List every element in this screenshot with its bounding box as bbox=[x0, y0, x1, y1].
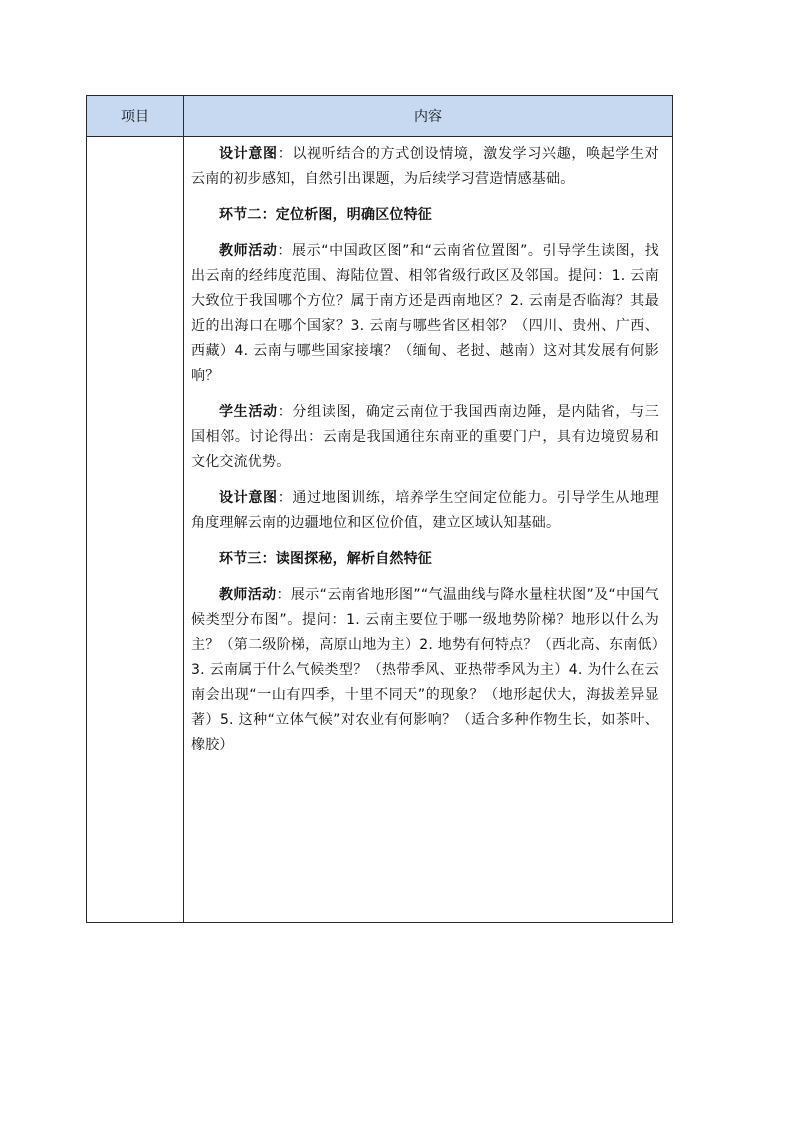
table-row bbox=[87, 137, 673, 923]
header-item: 项目 bbox=[87, 96, 184, 137]
paragraph-label: 设计意图 bbox=[219, 490, 278, 506]
paragraph-sep: ： bbox=[277, 146, 293, 162]
lesson-plan-table bbox=[86, 95, 673, 923]
paragraph-text: 展示“云南省地形图”“气温曲线与降水量柱状图”及“中国气候类型分布图”。提问：1. 云南主要位于哪一级地势阶梯？地形以什么为主？（第二级阶梯，高原山地为主）2. 地势有何特点？（西北高、东南低）3. 云南属于什么气候类型？（热带季风、亚热带季风为主）4. 为什么在云南会出现“一山有四季，十里不同天”的现象？（地形起伏大，海拔差异显著）5. 这种“立体气候”对农业有何影响？（适合多种作物生长，如茶叶、橡胶） bbox=[191, 587, 659, 753]
section-heading-3: 环节三：读图探秘，解析自然特征 bbox=[219, 551, 432, 567]
paragraph-label: 学生活动 bbox=[219, 404, 278, 420]
paragraph-label: 设计意图 bbox=[219, 146, 278, 162]
paragraph-text: 以视听结合的方式创设情境，激发学习兴趣，唤起学生对云南的初步感知，自然引出课题，为后续学习营造情感基础。 bbox=[191, 146, 659, 187]
paragraph-teacher-activity-2 bbox=[191, 239, 659, 389]
paragraph-label: 教师活动 bbox=[219, 243, 278, 259]
section-heading-2: 环节二：定位析图，明确区位特征 bbox=[219, 207, 432, 223]
paragraph-text: 分组读图，确定云南位于我国西南边陲，是内陆省，与三国相邻。讨论得出：云南是我国通往东南亚的重要门户，具有边境贸易和文化交流优势。 bbox=[191, 404, 659, 470]
header-content: 内容 bbox=[184, 96, 673, 137]
paragraph-student-activity-2 bbox=[191, 400, 659, 475]
paragraph-text: 展示“中国政区图”和“云南省位置图”。引导学生读图，找出云南的经纬度范围、海陆位置、相邻省级行政区及邻国。提问：1. 云南大致位于我国哪个方位？属于南方还是西南地区？2. 云南是否临海？其最近的出海口在哪个国家？3. 云南与哪些省区相邻？（四川、贵州、广西、西藏）4. 云南与哪些国家接壤？（缅甸、老挝、越南）这对其发展有何影响？ bbox=[191, 243, 659, 384]
paragraph-sep: ： bbox=[276, 587, 291, 603]
paragraph-sep: ： bbox=[277, 404, 293, 420]
table-header-row bbox=[87, 96, 673, 137]
paragraph-design-intent-1 bbox=[191, 142, 659, 192]
paragraph-text: 通过地图训练，培养学生空间定位能力。引导学生从地理角度理解云南的边疆地位和区位价值，建立区域认知基础。 bbox=[191, 490, 659, 531]
content-cell bbox=[184, 137, 673, 923]
paragraph-label: 教师活动 bbox=[219, 587, 277, 603]
paragraph-teacher-activity-3 bbox=[191, 583, 659, 758]
paragraph-sep: ： bbox=[277, 243, 293, 259]
paragraph-sep: ： bbox=[277, 490, 293, 506]
paragraph-design-intent-2 bbox=[191, 486, 659, 536]
item-cell bbox=[87, 137, 184, 923]
